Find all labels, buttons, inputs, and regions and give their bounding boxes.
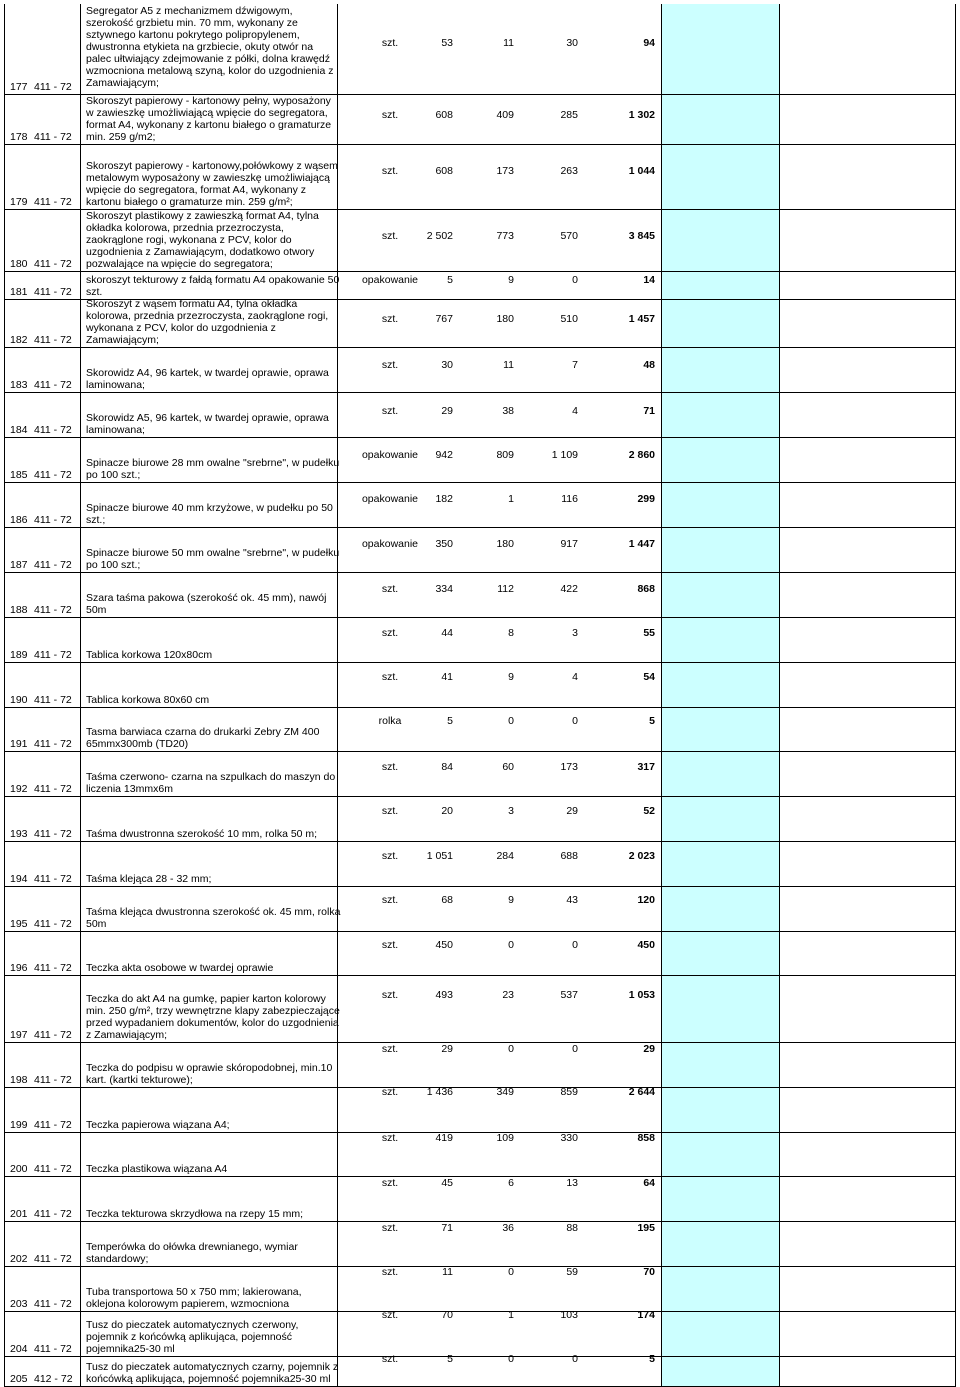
- quantity-3: 4: [572, 405, 578, 417]
- quantity-2: 180: [496, 538, 514, 550]
- row-description: Tablica korkowa 80x60 cm: [86, 694, 210, 706]
- quantity-2: 0: [508, 939, 514, 951]
- quantity-1: 767: [435, 313, 453, 325]
- unit-cell: szt.: [381, 1309, 399, 1321]
- unit-cell: szt.: [381, 671, 399, 683]
- row-number: 196: [10, 962, 28, 974]
- row-number: 183: [10, 379, 28, 391]
- unit-cell: szt.: [381, 894, 399, 906]
- quantity-2: 23: [502, 989, 514, 1001]
- row-code: 411 - 72: [34, 469, 72, 481]
- table-row: [4, 887, 956, 932]
- row-description: Skoroszyt plastikowy z zawieszką format A4, tylna okładka kolorowa, przednia przezroczysta, zaokrąglone rogi, wykonana z PCV, kolor do uzgodnienia z Zamawiającym, dodatkowo otwory pozwalające na wpięcie do segregatora;: [86, 210, 319, 270]
- row-number: 191: [10, 738, 28, 750]
- unit-cell: szt.: [381, 109, 399, 121]
- quantity-total: 858: [637, 1132, 655, 1144]
- unit-cell: szt.: [381, 230, 399, 242]
- table-row: [4, 1353, 956, 1387]
- quantity-total: 1 053: [628, 989, 655, 1001]
- row-description: Taśma klejąca 28 - 32 mm;: [86, 873, 212, 885]
- row-code: 411 - 72: [34, 604, 72, 616]
- quantity-2: 60: [502, 761, 514, 773]
- quantity-3: 29: [566, 805, 578, 817]
- row-code: 411 - 72: [34, 649, 72, 661]
- quantity-1: 608: [435, 109, 453, 121]
- row-description: Tablica korkowa 120x80cm: [86, 649, 213, 661]
- quantity-1: 30: [441, 359, 453, 371]
- quantity-2: 11: [503, 359, 514, 371]
- quantity-1: 942: [435, 449, 453, 461]
- quantity-2: 0: [508, 1043, 514, 1055]
- quantity-2: 36: [502, 1222, 514, 1234]
- quantity-total: 2 023: [628, 850, 655, 862]
- row-code: 411 - 72: [34, 514, 72, 526]
- quantity-2: 409: [496, 109, 514, 121]
- quantity-1: 68: [441, 894, 453, 906]
- row-number: 180: [10, 258, 28, 270]
- table-row: [4, 618, 956, 663]
- row-number: 204: [10, 1343, 28, 1355]
- table-row: [4, 210, 956, 272]
- quantity-total: 868: [637, 583, 655, 595]
- row-code: 411 - 72: [34, 1253, 72, 1265]
- quantity-total: 14: [643, 274, 655, 286]
- row-code: 411 - 72: [34, 694, 72, 706]
- quantity-3: 88: [566, 1222, 578, 1234]
- row-code: 411 - 72: [34, 379, 72, 391]
- unit-cell: opakowanie: [361, 449, 419, 461]
- table-row: [4, 1222, 956, 1267]
- unit-cell: szt.: [381, 850, 399, 862]
- quantity-2: 8: [508, 627, 514, 639]
- table-row: [4, 708, 956, 752]
- row-code: 411 - 72: [34, 81, 72, 93]
- row-code: 411 - 72: [34, 1074, 72, 1086]
- table-row: [4, 438, 956, 483]
- quantity-3: 103: [560, 1309, 578, 1321]
- table-row: [4, 483, 956, 528]
- quantity-total: 5: [649, 1353, 655, 1365]
- unit-cell: szt.: [381, 761, 399, 773]
- unit-cell: szt.: [381, 1086, 399, 1098]
- quantity-1: 29: [441, 405, 453, 417]
- row-description: Tusz do pieczatek automatycznych czarny, pojemnik z końcówką aplikująca, pojemność pojemnika25-30 ml: [86, 1361, 339, 1385]
- row-description: Taśma dwustronna szerokość 10 mm, rolka 50 m;: [86, 828, 318, 840]
- unit-cell: szt.: [381, 313, 399, 325]
- quantity-1: 493: [435, 989, 453, 1001]
- quantity-2: 38: [502, 405, 514, 417]
- quantity-2: 9: [508, 274, 514, 286]
- row-description: Skoroszyt z wąsem formatu A4, tylna okładka kolorowa, przednia przezroczysta, zaokrąglone rogi, wykonana z PCV, kolor do uzgodnienia z Zamawiającym;: [86, 298, 329, 346]
- quantity-3: 13: [566, 1177, 578, 1189]
- quantity-1: 2 502: [426, 230, 453, 242]
- row-number: 181: [10, 286, 28, 298]
- row-description: Teczka tekturowa skrzydłowa na rzepy 15 mm;: [86, 1208, 304, 1220]
- quantity-3: 688: [560, 850, 578, 862]
- row-description: Teczka do akt A4 na gumkę, papier karton kolorowy min. 250 g/m², trzy wewnętrzne klapy zabezpieczające przed wypadaniem dokumentów, kolor do uzgodnienia z Zamawiającym;: [86, 993, 340, 1041]
- table-row: [4, 1309, 956, 1357]
- unit-cell: opakowanie: [361, 493, 419, 505]
- quantity-2: 1: [508, 1309, 514, 1321]
- row-code: 411 - 72: [34, 1163, 72, 1175]
- quantity-total: 94: [643, 37, 655, 49]
- row-description: Teczka akta osobowe w twardej oprawie: [86, 962, 274, 974]
- quantity-1: 608: [435, 165, 453, 177]
- quantity-1: 84: [441, 761, 453, 773]
- quantity-1: 5: [447, 274, 453, 286]
- row-description: Skorowidz A4, 96 kartek, w twardej oprawie, oprawa laminowana;: [86, 367, 329, 391]
- quantity-total: 29: [643, 1043, 655, 1055]
- quantity-1: 334: [435, 583, 453, 595]
- row-description: Skorowidz A5, 96 kartek, w twardej oprawie, oprawa laminowana;: [86, 412, 329, 436]
- row-number: 178: [10, 131, 28, 143]
- row-code: 411 - 72: [34, 196, 72, 208]
- table-row: [4, 1043, 956, 1088]
- row-number: 177: [10, 81, 28, 93]
- unit-cell: szt.: [381, 37, 399, 49]
- quantity-3: 917: [560, 538, 578, 550]
- quantity-1: 419: [435, 1132, 453, 1144]
- row-code: 411 - 72: [34, 873, 72, 885]
- quantity-2: 180: [496, 313, 514, 325]
- row-code: 411 - 72: [34, 1298, 72, 1310]
- row-description: Segregator A5 z mechanizmem dźwigowym, szerokość grzbietu min. 70 mm, wykonany ze sztywnego kartonu pokrytego polipropylenem, dwustronna etykieta na grzbiecie, okuty otwór na palec ułtwiający zdejmowanie z półki, dolna krawędź wzmocniona metalową szyną, kolor do uzgodnienia z Zamawiającym;: [86, 5, 334, 89]
- row-description: Tuba transportowa 50 x 750 mm; lakierowana, oklejona kolorowym papierem, wzmocniona: [86, 1286, 302, 1310]
- row-description: Tusz do pieczatek automatycznych czerwony, pojemnik z końcówką aplikująca, pojemność pojemnika25-30 ml: [86, 1319, 299, 1355]
- row-code: 411 - 72: [34, 1119, 72, 1131]
- quantity-2: 11: [503, 37, 514, 49]
- quantity-total: 1 447: [628, 538, 655, 550]
- row-number: 197: [10, 1029, 28, 1041]
- unit-cell: szt.: [381, 583, 399, 595]
- unit-cell: szt.: [381, 359, 399, 371]
- table-row: [4, 348, 956, 393]
- row-number: 190: [10, 694, 28, 706]
- quantity-3: 263: [560, 165, 578, 177]
- quantity-3: 330: [560, 1132, 578, 1144]
- quantity-total: 299: [637, 493, 655, 505]
- quantity-3: 173: [560, 761, 578, 773]
- quantity-3: 570: [560, 230, 578, 242]
- unit-cell: szt.: [381, 165, 399, 177]
- unit-cell: szt.: [381, 939, 399, 951]
- row-number: 198: [10, 1074, 28, 1086]
- quantity-3: 7: [572, 359, 578, 371]
- quantity-1: 45: [441, 1177, 453, 1189]
- quantity-3: 59: [566, 1266, 578, 1278]
- quantity-total: 52: [643, 805, 655, 817]
- table-row: [4, 1267, 956, 1312]
- quantity-2: 349: [496, 1086, 514, 1098]
- table-row: [4, 1177, 956, 1222]
- quantity-2: 3: [508, 805, 514, 817]
- unit-cell: szt.: [381, 1222, 399, 1234]
- row-code: 411 - 72: [34, 424, 72, 436]
- quantity-1: 1 436: [426, 1086, 453, 1098]
- row-code: 411 - 72: [34, 131, 72, 143]
- quantity-total: 64: [643, 1177, 655, 1189]
- quantity-2: 773: [496, 230, 514, 242]
- quantity-2: 112: [497, 583, 514, 595]
- row-description: Teczka plastikowa wiązana A4: [86, 1163, 228, 1175]
- unit-cell: szt.: [381, 627, 399, 639]
- row-code: 411 - 72: [34, 918, 72, 930]
- row-code: 411 - 72: [34, 334, 72, 346]
- quantity-total: 3 845: [628, 230, 655, 242]
- row-number: 189: [10, 649, 28, 661]
- row-description: Teczka do podpisu w oprawie skóropodobnej, min.10 kart. (kartki tekturowe);: [86, 1062, 333, 1086]
- row-number: 200: [10, 1163, 28, 1175]
- table-row: [4, 932, 956, 976]
- quantity-1: 5: [447, 1353, 453, 1365]
- unit-cell: opakowanie: [361, 538, 419, 550]
- quantity-2: 0: [508, 1353, 514, 1365]
- table-row: [4, 300, 956, 348]
- quantity-3: 4: [572, 671, 578, 683]
- quantity-total: 1 044: [628, 165, 655, 177]
- quantity-3: 1 109: [551, 449, 578, 461]
- row-number: 184: [10, 424, 28, 436]
- table-row: [4, 663, 956, 708]
- quantity-2: 109: [496, 1132, 514, 1144]
- row-number: 193: [10, 828, 28, 840]
- row-description: skoroszyt tekturowy z fałdą formatu A4 opakowanie 50 szt.: [86, 274, 340, 298]
- unit-cell: szt.: [381, 805, 399, 817]
- quantity-3: 0: [572, 715, 578, 727]
- quantity-2: 0: [508, 1266, 514, 1278]
- quantity-total: 55: [643, 627, 655, 639]
- quantity-total: 70: [643, 1266, 655, 1278]
- quantity-total: 120: [637, 894, 655, 906]
- row-number: 199: [10, 1119, 28, 1131]
- row-code: 411 - 72: [34, 1208, 72, 1220]
- row-number: 187: [10, 559, 28, 571]
- quantity-1: 44: [441, 627, 453, 639]
- quantity-1: 11: [442, 1266, 453, 1278]
- row-number: 195: [10, 918, 28, 930]
- table-row: [4, 976, 956, 1043]
- quantity-3: 0: [572, 1353, 578, 1365]
- row-code: 411 - 72: [34, 258, 72, 270]
- quantity-1: 5: [447, 715, 453, 727]
- quantity-1: 41: [441, 671, 453, 683]
- quantity-1: 29: [441, 1043, 453, 1055]
- unit-cell: szt.: [381, 989, 399, 1001]
- quantity-2: 809: [496, 449, 514, 461]
- quantity-1: 53: [441, 37, 453, 49]
- table-row: [4, 272, 956, 300]
- row-description: Temperówka do ołówka drewnianego, wymiar standardowy;: [86, 1241, 298, 1265]
- table-row: [4, 752, 956, 797]
- table-row: [4, 573, 956, 618]
- row-description: Spinacze biurowe 50 mm owalne "srebrne", w pudełku po 100 szt.;: [86, 547, 340, 571]
- quantity-1: 450: [435, 939, 453, 951]
- quantity-2: 1: [508, 493, 514, 505]
- quantity-total: 2 644: [628, 1086, 655, 1098]
- quantity-total: 2 860: [628, 449, 655, 461]
- quantity-3: 285: [560, 109, 578, 121]
- table-row: [4, 797, 956, 842]
- unit-cell: szt.: [381, 1177, 399, 1189]
- quantity-total: 54: [643, 671, 655, 683]
- row-description: Taśma czerwono- czarna na szpulkach do maszyn do liczenia 13mmx6m: [86, 771, 336, 795]
- table-row: [4, 4, 956, 95]
- row-number: 186: [10, 514, 28, 526]
- quantity-total: 48: [643, 359, 655, 371]
- quantity-3: 537: [560, 989, 578, 1001]
- quantity-total: 174: [637, 1309, 655, 1321]
- unit-cell: szt.: [381, 1353, 399, 1365]
- row-number: 182: [10, 334, 28, 346]
- quantity-2: 6: [508, 1177, 514, 1189]
- row-code: 411 - 72: [34, 962, 72, 974]
- quantity-total: 5: [649, 715, 655, 727]
- quantity-3: 116: [561, 493, 578, 505]
- table-row: [4, 95, 956, 145]
- quantity-total: 450: [637, 939, 655, 951]
- quantity-2: 173: [496, 165, 514, 177]
- row-code: 411 - 72: [34, 783, 72, 795]
- row-number: 194: [10, 873, 28, 885]
- row-description: Tasma barwiaca czarna do drukarki Zebry ZM 400 65mmx300mb (TD20): [86, 726, 320, 750]
- row-code: 411 - 72: [34, 559, 72, 571]
- row-number: 203: [10, 1298, 28, 1310]
- quantity-3: 859: [560, 1086, 578, 1098]
- row-code: 412 - 72: [34, 1373, 73, 1385]
- quantity-3: 43: [566, 894, 578, 906]
- quantity-3: 0: [572, 274, 578, 286]
- table-row: [4, 393, 956, 438]
- quantity-2: 284: [496, 850, 514, 862]
- row-description: Teczka papierowa wiązana A4;: [86, 1119, 230, 1131]
- quantity-3: 0: [572, 1043, 578, 1055]
- row-number: 185: [10, 469, 28, 481]
- unit-cell: opakowanie: [361, 274, 419, 286]
- quantity-total: 317: [637, 761, 655, 773]
- quantity-1: 350: [435, 538, 453, 550]
- quantity-1: 70: [441, 1309, 453, 1321]
- quantity-3: 510: [560, 313, 578, 325]
- unit-cell: szt.: [381, 405, 399, 417]
- row-code: 411 - 72: [34, 1343, 72, 1355]
- row-number: 192: [10, 783, 28, 795]
- quantity-total: 195: [637, 1222, 655, 1234]
- row-description: Spinacze biurowe 28 mm owalne "srebrne", w pudełku po 100 szt.;: [86, 457, 340, 481]
- row-description: Taśma klejąca dwustronna szerokość ok. 45 mm, rolka 50m: [86, 906, 341, 930]
- quantity-3: 0: [572, 939, 578, 951]
- table-row: [4, 145, 956, 210]
- quantity-total: 1 302: [628, 109, 655, 121]
- unit-cell: szt.: [381, 1266, 399, 1278]
- quantity-total: 71: [643, 405, 655, 417]
- table-row: [4, 528, 956, 573]
- quantity-1: 1 051: [426, 850, 453, 862]
- quantity-2: 9: [508, 894, 514, 906]
- unit-cell: szt.: [381, 1132, 399, 1144]
- row-code: 411 - 72: [34, 738, 72, 750]
- unit-cell: rolka: [378, 715, 402, 727]
- quantity-1: 20: [441, 805, 453, 817]
- row-number: 205: [10, 1373, 28, 1385]
- quantity-1: 71: [441, 1222, 453, 1234]
- quantity-2: 9: [508, 671, 514, 683]
- row-code: 411 - 72: [34, 286, 72, 298]
- row-code: 411 - 72: [34, 1029, 72, 1041]
- table-row: [4, 1133, 956, 1177]
- row-number: 188: [10, 604, 28, 616]
- quantity-total: 1 457: [628, 313, 655, 325]
- row-number: 202: [10, 1253, 28, 1265]
- quantity-1: 182: [435, 493, 453, 505]
- row-code: 411 - 72: [34, 828, 72, 840]
- quantity-3: 422: [560, 583, 578, 595]
- row-description: Spinacze biurowe 40 mm krzyżowe, w pudełku po 50 szt.;: [86, 502, 333, 526]
- quantity-3: 30: [566, 37, 578, 49]
- row-number: 179: [10, 196, 28, 208]
- unit-cell: szt.: [381, 1043, 399, 1055]
- table-row: [4, 1088, 956, 1133]
- row-number: 201: [10, 1208, 28, 1220]
- row-description: Skoroszyt papierowy - kartonowy,połówkowy z wąsem metalowym wyposażony w zawieszkę umożliwiającą wpięcie do segregatora, format A4, wykonany z kartonu białego o gramaturze min. 259 g/m²;: [86, 160, 338, 208]
- quantity-3: 3: [572, 627, 578, 639]
- quantity-2: 0: [508, 715, 514, 727]
- row-description: Skoroszyt papierowy - kartonowy pełny, wyposażony w zawieszkę umożliwiającą wpięcie do segregatora, format A4, wykonany z kartonu białego o gramaturze min. 259 g/m2;: [86, 95, 332, 143]
- table-row: [4, 842, 956, 887]
- row-description: Szara taśma pakowa (szerokość ok. 45 mm), nawój 50m: [86, 592, 327, 616]
